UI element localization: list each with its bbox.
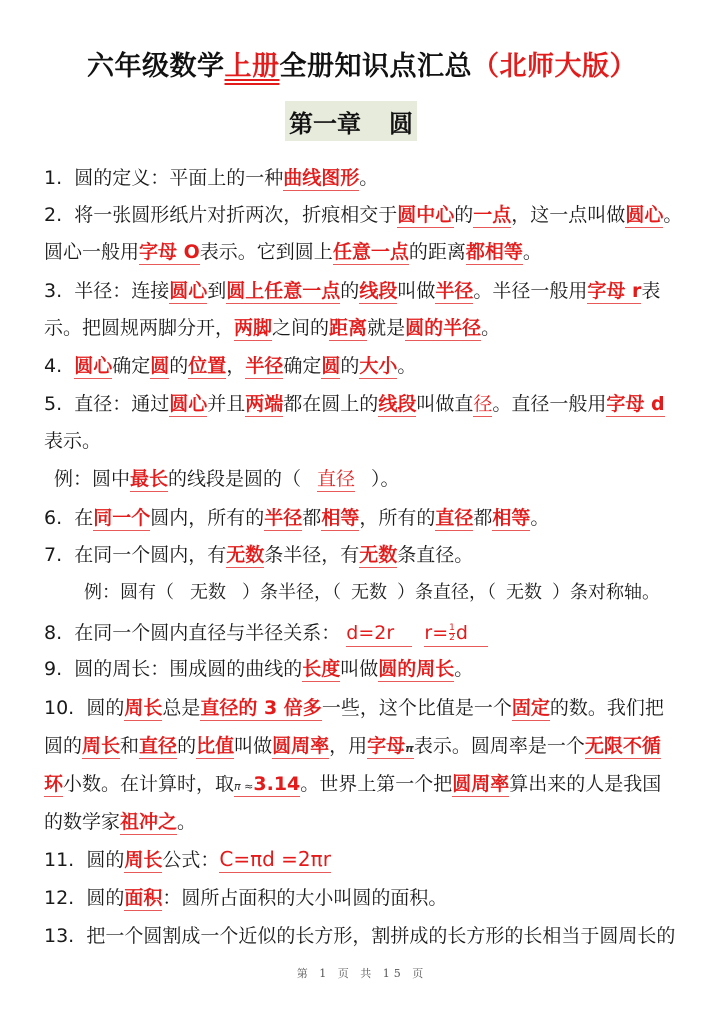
document-title (0, 44, 724, 83)
text: 圆的 (86, 849, 125, 871)
pi-approx (234, 773, 300, 797)
text: 叫做 (397, 280, 436, 302)
title-edition: （北师大版） (472, 51, 637, 82)
text: 字母 (367, 735, 406, 757)
example-answer: 无数 (190, 582, 226, 603)
knowledge-point-2-cont (44, 240, 542, 264)
knowledge-point-6 (44, 506, 549, 530)
keyword: 圆 (150, 355, 170, 377)
text: 。 (530, 507, 550, 529)
keyword: 祖冲之 (120, 811, 178, 833)
text: 表示。圆周率是一个 (413, 735, 585, 757)
text: 。 (481, 317, 501, 339)
text: 一些，这个比值是一个 (321, 697, 512, 719)
text: d (455, 622, 468, 644)
text: 示。把圆规两脚分开， (44, 317, 235, 339)
text: 例：圆中 (54, 468, 131, 490)
text: 。 (177, 811, 197, 833)
chapter-heading (285, 101, 417, 141)
keyword: 圆中心 (397, 204, 455, 226)
text: 小数。在计算时，取 (63, 773, 235, 795)
keyword: 圆心 (74, 355, 113, 377)
text: 。半径一般用 (473, 280, 588, 302)
keyword: 圆上任意一点 (226, 280, 341, 302)
formula-circumference: C=πd =2πr (219, 847, 331, 871)
text: 都 (302, 507, 322, 529)
chapter-name: 圆 (389, 109, 413, 138)
text: ）条对称轴。 (552, 582, 660, 603)
text: 叫做直 (416, 393, 474, 415)
text: ， (226, 355, 246, 377)
item-number: 6. (44, 507, 63, 529)
example-answer: 无数 (506, 582, 542, 603)
knowledge-point-9 (44, 657, 473, 681)
item-number: 1. (44, 167, 63, 189)
keyword: 圆周率 (272, 735, 330, 757)
text: 将一张圆形纸片对折两次，折痕相交于 (74, 204, 398, 226)
text: 半径：连接 (74, 280, 170, 302)
keyword: 字母 O (139, 241, 200, 263)
text: 把一个圆割成一个近似的长方形，割拼成的长方形的长相当于圆周长的 (86, 925, 676, 947)
page-footer: 第 1 页 共 15 页 (296, 967, 428, 980)
text: 的 (340, 280, 360, 302)
text: 到 (207, 280, 227, 302)
keyword: 两端 (245, 393, 284, 415)
knowledge-point-4 (44, 354, 416, 378)
keyword: 圆 (321, 355, 341, 377)
text: 圆的周长：围成圆的曲线的 (74, 658, 303, 680)
text: 算出来的人是我国 (509, 773, 662, 795)
keyword: 都相等 (465, 241, 523, 263)
text: 的距离 (408, 241, 466, 263)
text: 圆心一般用 (44, 241, 140, 263)
item-number: 4. (44, 355, 63, 377)
keyword: 同一个 (93, 507, 151, 529)
item-number: 5. (44, 393, 63, 415)
keyword: 无数 (226, 544, 265, 566)
formula-radius (424, 621, 488, 647)
keyword: 圆心 (169, 280, 208, 302)
keyword: 圆的周长 (378, 658, 455, 680)
item-number: 3. (44, 280, 63, 302)
numerator: 1 (449, 623, 455, 633)
example-answer: 无数 (351, 582, 387, 603)
knowledge-point-1 (44, 166, 378, 190)
knowledge-point-12 (44, 886, 447, 910)
title-highlight: 上册 (224, 51, 280, 82)
keyword: 直径 (139, 735, 178, 757)
keyword: 两脚 (234, 317, 273, 339)
keyword: 相等 (321, 507, 360, 529)
text: ，这一点叫做 (511, 204, 626, 226)
keyword: 周长 (124, 849, 163, 871)
knowledge-point-10-cont3 (44, 810, 196, 834)
keyword: 径 (473, 393, 493, 415)
knowledge-point-10 (44, 696, 664, 720)
text: 之间的 (272, 317, 330, 339)
keyword: 周长 (82, 735, 121, 757)
text: 表示。 (44, 430, 102, 452)
keyword: 半径 (435, 280, 474, 302)
text: 。 (397, 355, 417, 377)
chapter-label: 第一章 (289, 109, 361, 138)
text: 就是 (367, 317, 406, 339)
keyword: 环 (44, 773, 64, 795)
item-number: 8. (44, 622, 63, 644)
keyword: 比值 (196, 735, 235, 757)
text: 叫做 (234, 735, 273, 757)
text: 并且 (207, 393, 246, 415)
knowledge-point-10-cont2 (44, 772, 661, 799)
keyword: 固定 (511, 697, 550, 719)
text: 圆的 (44, 735, 83, 757)
keyword: 大小 (359, 355, 398, 377)
keyword: 半径 (245, 355, 284, 377)
text: 都在圆上的 (283, 393, 379, 415)
title-middle: 全册知识点汇总 (279, 51, 472, 82)
keyword: 圆心 (625, 204, 664, 226)
example-1 (54, 467, 400, 491)
text: 例：圆有（ (84, 582, 174, 603)
keyword: 任意一点 (332, 241, 409, 263)
text: 公式： (162, 849, 220, 871)
keyword: 线段 (378, 393, 417, 415)
text: 表示。它到圆上 (199, 241, 333, 263)
text: 叫做 (340, 658, 379, 680)
knowledge-point-10-cont (44, 734, 661, 761)
text: ）条直径，（ (397, 582, 496, 603)
example-answer: 直径 (317, 468, 356, 490)
text: ）。 (371, 468, 400, 490)
keyword: 无数 (359, 544, 398, 566)
example-2 (84, 581, 660, 605)
text: ，用 (329, 735, 368, 757)
formula-diameter: d=2r (346, 621, 412, 647)
keyword: 半径 (264, 507, 303, 529)
text: ：圆所占面积的大小叫圆的面积。 (162, 887, 448, 909)
title-prefix: 六年级数学 (87, 51, 225, 82)
text: 圆的 (86, 697, 125, 719)
item-number: 11. (44, 849, 75, 871)
text: 圆的 (86, 887, 125, 909)
keyword: 面积 (124, 887, 163, 909)
text: 确定 (112, 355, 151, 377)
knowledge-point-5-cont (44, 429, 101, 453)
keyword-letter-pi (367, 735, 414, 759)
knowledge-point-5 (44, 392, 665, 416)
knowledge-point-11 (44, 847, 331, 872)
denominator: 2 (449, 633, 455, 643)
fraction-half (449, 624, 455, 643)
text: r= (424, 622, 449, 644)
keyword: 圆的半径 (405, 317, 482, 339)
text: 直径：通过 (74, 393, 170, 415)
knowledge-point-13 (44, 924, 675, 948)
text: 条直径。 (397, 544, 474, 566)
text: 。世界上第一个把 (300, 773, 453, 795)
item-number: 12. (44, 887, 75, 909)
item-number: 9. (44, 658, 63, 680)
keyword: 直径 (435, 507, 474, 529)
text: 。 (663, 204, 683, 226)
text: 圆的定义：平面上的一种 (74, 167, 284, 189)
knowledge-point-2 (44, 203, 682, 227)
text: 在同一个圆内直径与半径关系： (74, 622, 341, 644)
text: 条半径，有 (264, 544, 360, 566)
keyword: 位置 (188, 355, 227, 377)
keyword: 直径的 3 倍多 (200, 697, 322, 719)
text: 圆内，所有的 (150, 507, 265, 529)
item-number: 7. (44, 544, 63, 566)
text: 的 (177, 735, 197, 757)
keyword: 长度 (302, 658, 341, 680)
keyword: 最长 (130, 468, 169, 490)
keyword: 周长 (124, 697, 163, 719)
text: 的数学家 (44, 811, 121, 833)
knowledge-point-8 (44, 621, 488, 647)
text: 确定 (283, 355, 322, 377)
item-number: 10. (44, 697, 75, 719)
item-number: 2. (44, 204, 63, 226)
keyword: 3.14 (253, 773, 301, 795)
text: ）条半径，（ (242, 582, 341, 603)
text: 和 (120, 735, 140, 757)
text: 的 (169, 355, 189, 377)
keyword: 一点 (473, 204, 512, 226)
text: 总是 (162, 697, 201, 719)
text: 的数。我们把 (549, 697, 664, 719)
item-number: 13. (44, 925, 75, 947)
knowledge-point-3 (44, 279, 660, 303)
keyword: 曲线图形 (283, 167, 360, 189)
text: 在 (74, 507, 94, 529)
text: 在同一个圆内，有 (74, 544, 227, 566)
text: ，所有的 (359, 507, 436, 529)
text: 。 (454, 658, 474, 680)
keyword: 字母 r (587, 280, 642, 302)
keyword: 相等 (492, 507, 531, 529)
text: 的 (454, 204, 474, 226)
text: 的 (340, 355, 360, 377)
keyword: 无限不循 (584, 735, 661, 757)
text: 。 (359, 167, 379, 189)
pi-symbol: π ≈ (234, 780, 254, 793)
keyword: 圆心 (169, 393, 208, 415)
text: 表 (641, 280, 661, 302)
text: 。直径一般用 (492, 393, 607, 415)
keyword: 圆周率 (452, 773, 510, 795)
keyword: 线段 (359, 280, 398, 302)
text: 的线段是圆的（ (168, 468, 302, 490)
text: 。 (522, 241, 542, 263)
knowledge-point-3-cont (44, 316, 500, 340)
keyword: 距离 (329, 317, 368, 339)
keyword: 字母 d (606, 393, 665, 415)
pi-symbol: π (405, 742, 414, 755)
knowledge-point-7 (44, 543, 473, 567)
text: 都 (473, 507, 493, 529)
